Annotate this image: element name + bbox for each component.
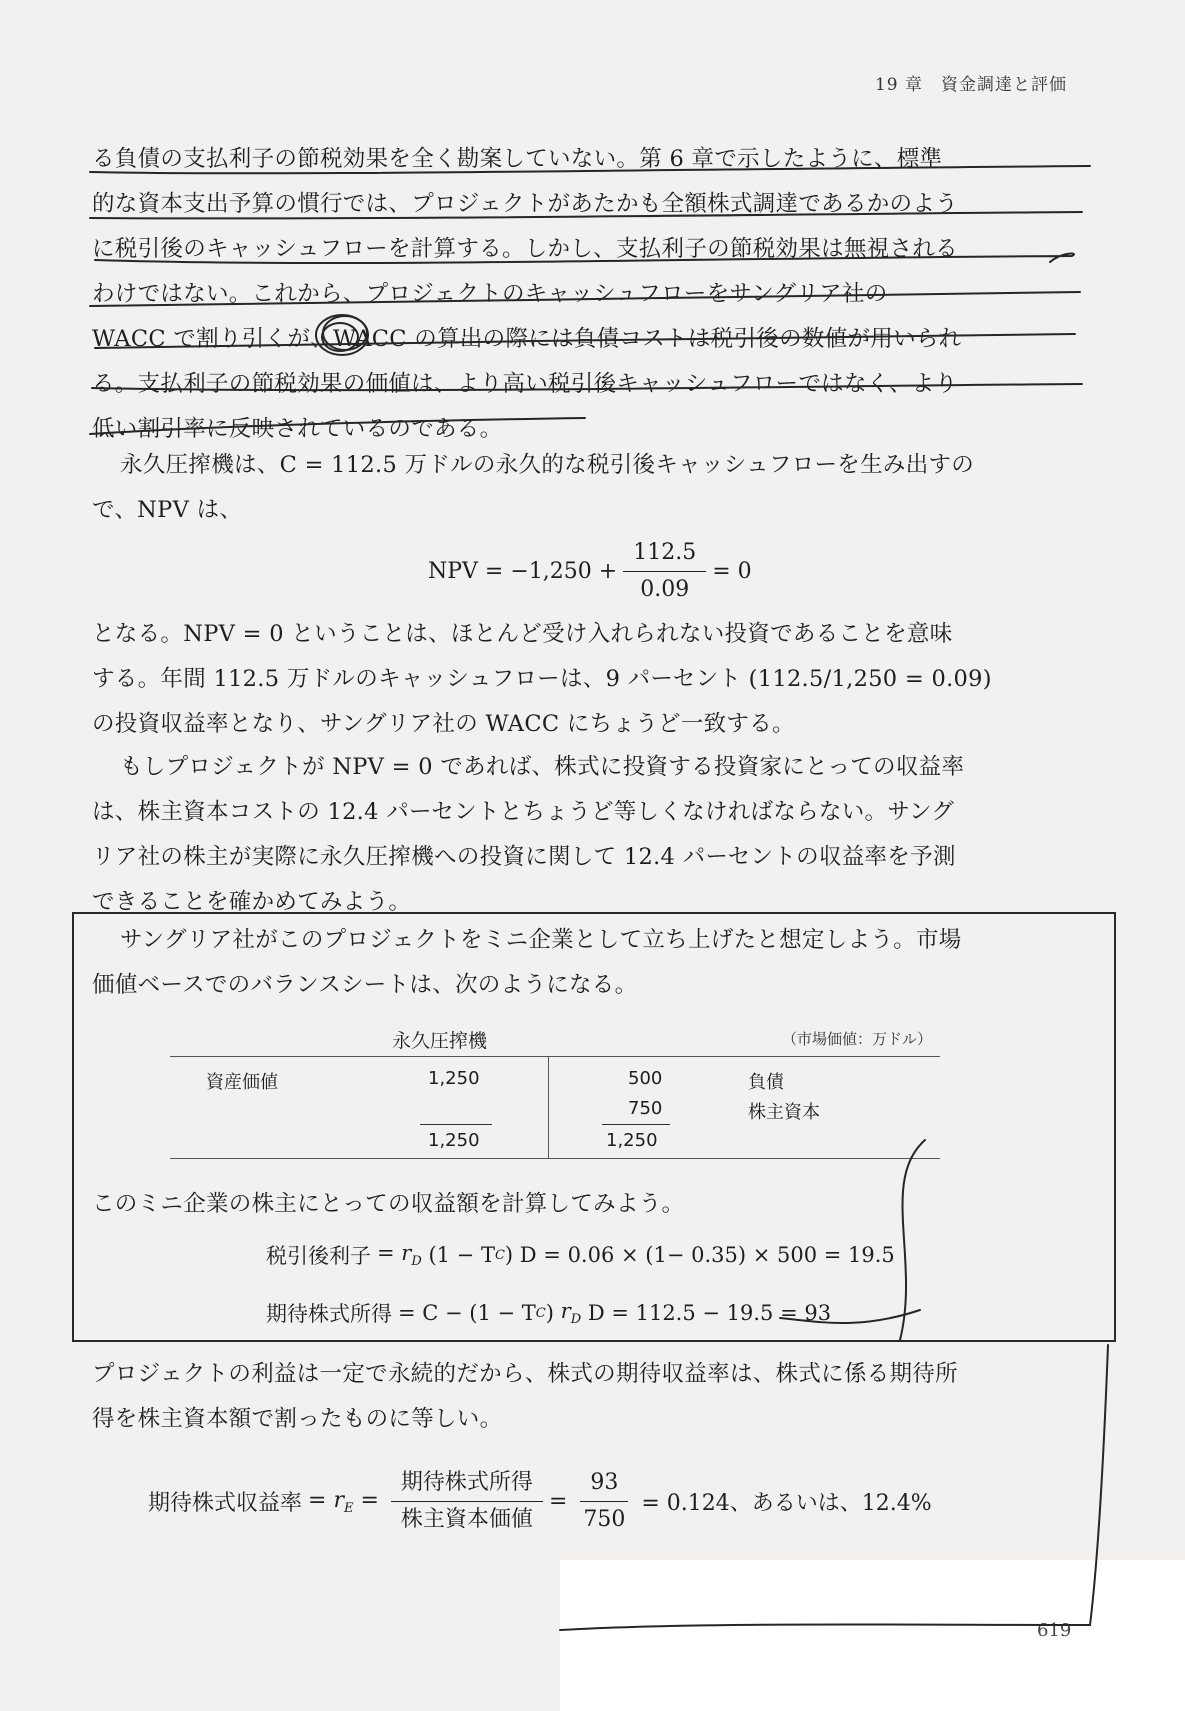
text-line: 価値ベースでのバランスシートは、次のようになる。 [92,972,638,998]
text-line: もしプロジェクトが NPV = 0 であれば、株式に投資する投資家にとっての収益率 [120,754,965,780]
paragraph-tax-shield [92,137,1072,452]
balance-sheet-divider [548,1056,549,1158]
npv-lhs: NPV = −1,250 + [428,559,618,584]
text-line: は、株主資本コストの 12.4 パーセントとちょうど等しくなければならない。サング [92,799,955,825]
npv-rhs: = 0 [712,559,752,584]
return-label: 期待株式収益率 [148,1491,303,1516]
text-line: る。支払利子の節税効果の価値は、より高い税引後キャッシュフローではなく、より [92,371,958,397]
return-denominator-words: 株主資本価値 [400,1507,533,1532]
return-result: = 0.124、あるいは、12.4% [641,1491,932,1516]
text-line: の投資収益率となり、サングリア社の WACC にちょうど一致する。 [92,711,795,737]
npv-fraction [623,538,706,605]
asset-total: 1,250 [428,1130,480,1151]
asset-sum-rule [420,1124,492,1125]
text-line: WACC で割り引くが、WACC の算出の際には負債コストは税引後の数値が用いられ [92,326,962,352]
box-intro [92,918,1072,1008]
text-line: できることを確かめてみよう。 [92,889,412,915]
liab-sum-rule [602,1124,670,1125]
expected-income-expr: = C − (1 − T [398,1301,536,1325]
return-denominator-number: 750 [583,1507,626,1532]
expected-income-mid: ) [545,1301,554,1325]
debt-label: 負債 [748,1072,784,1093]
asset-label: 資産価値 [206,1072,278,1093]
calc-intro [92,1182,1072,1227]
after-tax-interest-label: 税引後利子 [266,1244,371,1268]
return-fraction-words [391,1468,543,1535]
text-line: わけではない。これから、プロジェクトのキャッシュフローをサングリア社の [92,281,888,307]
scan-blank-area [560,1560,1185,1711]
return-numerator-number: 93 [580,1468,628,1502]
expected-income-formula: 期待株式所得 = C − (1 − T C ) $r_D$ D = 112.5 − 19.5 = 93 [266,1299,832,1327]
asset-value: 1,250 [428,1068,480,1089]
text-line: る負債の支払利子の節税効果を全く勘案していない。第 6 章で示したように、標準 [92,146,943,172]
expected-income-label: 期待株式所得 [266,1302,392,1326]
page-number: 619 [1037,1620,1072,1641]
text-line: となる。NPV = 0 ということは、ほとんど受け入れられない投資であることを意味 [92,621,953,647]
return-fraction-numbers [573,1468,635,1535]
paragraph-expected-return [92,1352,1072,1442]
text-line: 低い割引率に反映されているのである。 [92,416,503,442]
after-tax-interest-rest: ) D = 0.06 × (1− 0.35) × 500 = 19.5 [504,1243,895,1267]
chapter-header: 19 章 資金調達と評価 [874,75,1067,95]
text-line: リア社の株主が実際に永久圧搾機への投資に関して 12.4 パーセントの収益率を予測 [92,844,956,870]
after-tax-interest-expr: (1 − T [428,1243,495,1267]
text-line: する。年間 112.5 万ドルのキャッシュフローは、9 パーセント (112.5/1,250 = 0.09) [92,666,992,692]
expected-income-rest: D = 112.5 − 19.5 = 93 [587,1301,832,1325]
paragraph-npv-zero [92,612,1072,747]
text-line: サングリア社がこのプロジェクトをミニ企業として立ち上げたと想定しよう。市場 [120,927,962,953]
liab-total: 1,250 [606,1130,658,1151]
balance-sheet-title: 永久圧搾機 [392,1030,488,1052]
return-formula: 期待株式収益率 = $r_E$ = $\frac{\text{期待株式所得}}{\text{株主資本価値}}$ = $\frac{93}{750}$ = 0.124、あるいは、12.4% [148,1468,932,1535]
text-line: 永久圧搾機は、C = 112.5 万ドルの永久的な税引後キャッシュフローを生み出すの [120,452,975,478]
equity-value: 750 [628,1098,663,1119]
text-line: 得を株主資本額で割ったものに等しい。 [92,1406,503,1432]
npv-numerator: 112.5 [623,538,706,572]
balance-sheet-top-rule [170,1056,940,1057]
debt-value: 500 [628,1068,663,1089]
balance-sheet-unit: （市場価値：万ドル） [782,1030,933,1048]
text-line: に税引後のキャッシュフローを計算する。しかし、支払利子の節税効果は無視される [92,236,958,262]
balance-sheet-bottom-rule [170,1158,940,1159]
paragraph-perpetual-crusher [92,443,1072,533]
return-numerator-words: 期待株式所得 [391,1468,543,1502]
text-line: で、NPV は、 [92,497,243,523]
npv-denominator: 0.09 [640,577,690,602]
equity-label: 株主資本 [748,1102,820,1123]
text-line: 的な資本支出予算の慣行では、プロジェクトがあたかも全額株式調達であるかのよう [92,191,958,217]
text-line: プロジェクトの利益は一定で永続的だから、株式の期待収益率は、株式に係る期待所 [92,1361,958,1387]
after-tax-interest-formula: 税引後利子 = $r_D$ (1 − T C ) D = 0.06 × (1− 0.35) × 500 = 19.5 [266,1241,895,1269]
npv-formula [428,538,752,605]
paragraph-equity-return [92,745,1072,925]
text-line: このミニ企業の株主にとっての収益額を計算してみよう。 [92,1191,685,1217]
